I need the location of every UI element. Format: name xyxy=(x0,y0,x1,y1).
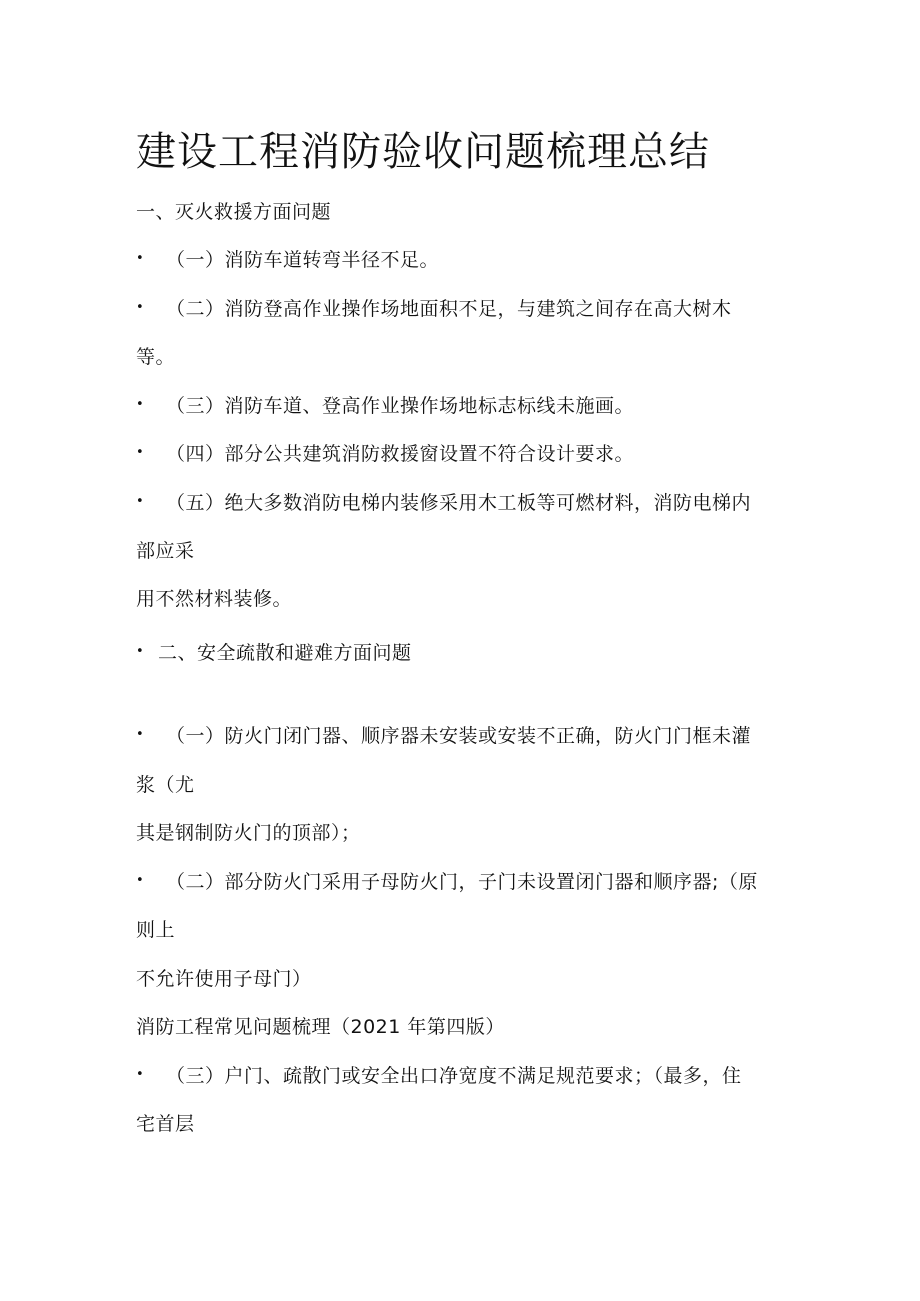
bullet-icon: • xyxy=(136,299,145,315)
list-item-2-1-cont-b: 其是钢制防火门的顶部）； xyxy=(136,822,361,844)
list-item-text: （三）户门、疏散门或安全出口净宽度不满足规范要求；（最多，住 xyxy=(166,1065,742,1087)
document-version-note: 消防工程常见问题梳理（2021 年第四版） xyxy=(136,1016,505,1038)
list-item-2-2-cont-b: 不允许使用子母门） xyxy=(136,968,312,990)
bullet-icon: • xyxy=(136,1066,145,1082)
list-item-text: （二）消防登高作业操作场地面积不足，与建筑之间存在高大树木 xyxy=(166,298,732,320)
bullet-icon: • xyxy=(136,250,145,266)
list-item-2-2 xyxy=(136,868,758,897)
list-item-2-2-cont-a: 则上 xyxy=(136,919,176,941)
bullet-icon: • xyxy=(136,396,145,412)
list-item-1-3 xyxy=(136,392,634,421)
list-item-1-5 xyxy=(136,489,751,518)
list-item-1-2 xyxy=(136,295,732,324)
list-item-1-4 xyxy=(136,440,634,469)
list-item-2-3 xyxy=(136,1062,742,1091)
section-heading-text: 二、安全疏散和避难方面问题 xyxy=(158,642,412,664)
list-item-text: （一）消防车道转弯半径不足。 xyxy=(166,249,440,271)
bullet-icon: • xyxy=(136,493,145,509)
bullet-icon: • xyxy=(136,444,145,460)
bullet-icon: • xyxy=(136,872,145,888)
list-item-text: （五）绝大多数消防电梯内装修采用木工板等可燃材料，消防电梯内 xyxy=(166,492,752,514)
list-item-1-5-cont-a: 部应采 xyxy=(136,540,195,562)
list-item-text: （二）部分防火门采用子母防火门，子门未设置闭门器和顺序器;（原 xyxy=(166,871,758,893)
document-title: 建设工程消防验收问题梳理总结 xyxy=(136,129,710,175)
list-item-1-2-cont: 等。 xyxy=(136,346,176,368)
section-heading-2 xyxy=(136,639,412,668)
section-heading-1: 一、灭火救援方面问题 xyxy=(136,201,332,223)
list-item-text: （一）防火门闭门器、顺序器未安装或安装不正确，防火门门框未灌 xyxy=(166,725,752,747)
bullet-icon: • xyxy=(136,726,145,742)
list-item-2-1-cont-a: 浆（尤 xyxy=(136,774,195,796)
bullet-icon: • xyxy=(136,643,145,659)
list-item-2-1 xyxy=(136,722,751,751)
list-item-2-3-cont: 宅首层 xyxy=(136,1113,195,1135)
list-item-text: （四）部分公共建筑消防救援窗设置不符合设计要求。 xyxy=(166,443,635,465)
list-item-1-1 xyxy=(136,246,439,275)
list-item-text: （三）消防车道、登高作业操作场地标志标线未施画。 xyxy=(166,395,635,417)
list-item-1-5-cont-b: 用不然材料装修。 xyxy=(136,588,293,610)
